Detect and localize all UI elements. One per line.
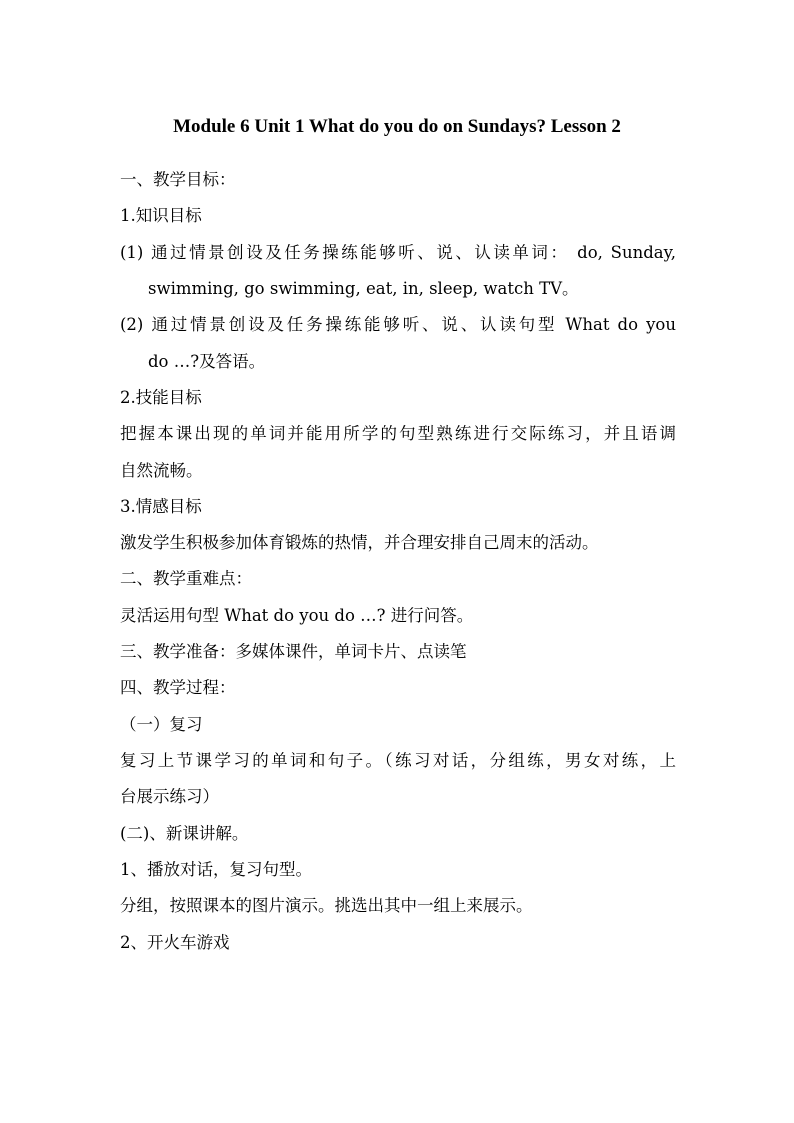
section-heading-objectives: 一、教学目标： [120,170,236,189]
section-heading-preparation: 三、教学准备：多媒体课件，单词卡片、点读笔 [120,642,467,661]
paragraph-line: do …?及答语。 [148,352,266,371]
section-heading-key-points: 二、教学重难点： [120,569,252,588]
section-heading-procedure: 四、教学过程： [120,678,236,697]
paragraph-line: 台展示练习） [120,787,219,806]
paragraph-line: (1) 通过情景创设及任务操练能够听、说、认读单词： do, Sunday, [120,243,676,262]
subheading-emotional-objectives: 3.情感目标 [120,497,202,516]
subheading-skill-objectives: 2.技能目标 [120,388,202,407]
paragraph-line: 自然流畅。 [120,461,203,480]
paragraph-line: 把握本课出现的单词并能用所学的句型熟练进行交际练习，并且语调 [120,424,676,443]
paragraph-line: swimming, go swimming, eat, in, sleep, watch TV。 [148,279,579,298]
document-title: Module 6 Unit 1 What do you do on Sundays? Lesson 2 [173,116,621,137]
paragraph-line: 1、播放对话，复习句型。 [120,860,312,879]
paragraph-line: 激发学生积极参加体育锻炼的热情，并合理安排自己周末的活动。 [120,533,599,552]
subheading-new-lesson: (二)、新课讲解。 [120,824,249,843]
subheading-knowledge-objectives: 1.知识目标 [120,206,202,225]
subheading-review: （一）复习 [120,715,203,734]
paragraph-line: 2、开火车游戏 [120,933,230,952]
paragraph-line: 复习上节课学习的单词和句子。（练习对话，分组练，男女对练，上 [120,751,676,770]
paragraph-line: (2) 通过情景创设及任务操练能够听、说、认读句型 What do you [120,315,676,334]
paragraph-line: 灵活运用句型 What do you do …? 进行问答。 [120,606,474,625]
paragraph-line: 分组，按照课本的图片演示。挑选出其中一组上来展示。 [120,896,533,915]
